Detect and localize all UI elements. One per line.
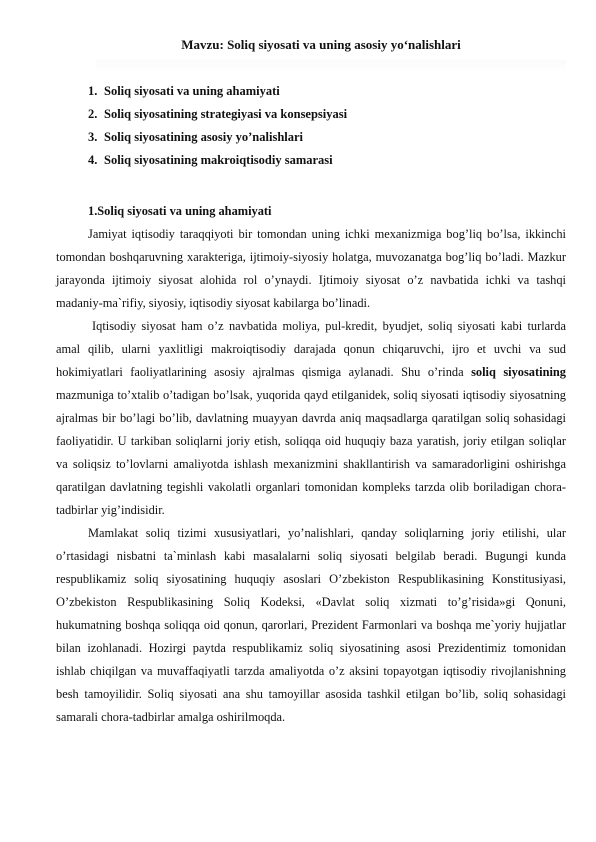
topic-item — [88, 80, 347, 103]
paragraph: Mamlakat soliq tizimi xususiyatlari, yo’nalishlari, qanday soliqlarning joriy etilishi, ular o’rtasidagi nisbatni ta`minlash kabi masalalarni soliq siyosati belgilab beradi. Bugungi kunda respublikamiz soliq siyosatining huquqiy asoslari O’zbekiston Respublikasining Konstitusiyasi, O’zbekiston Respublikasining Soliq Kodeksi, «Davlat soliq xizmati to’g’risida»gi Qonuni, hukumatning boshqa soliqqa oid qonun, qarorlari, Prezident Farmonlari va boshqa me`yoriy hujjatlar bilan izohlanadi. Hozirgi paytda respublikamiz soliq siyosatining asosi Prezidentimiz tomonidan ishlab chiqilgan va muvaffaqiyatli tarzda amaliyotda o’z aksini topayotgan iqtisodiy rivojlanishning besh tamoyilidir. Soliq siyosati ana shu tamoyillar asosida tashkil etilgan bo’lib, soliq sohasidagi samarali chora-tadbirlar amalga oshirilmoqda. — [56, 526, 566, 724]
topic-number: 3. — [88, 130, 98, 144]
document-body — [56, 200, 566, 729]
topic-item — [88, 103, 347, 126]
topic-item — [88, 126, 347, 149]
bold-term: soliq siyosatining — [471, 365, 566, 379]
topic-list — [88, 80, 347, 172]
topic-number: 1. — [88, 84, 98, 98]
paragraph — [56, 315, 566, 522]
topic-text: Soliq siyosatining strategiyasi va konsepsiyasi — [104, 107, 348, 121]
topic-item — [88, 149, 347, 172]
topic-text: Soliq siyosatining asosiy yo’nalishlari — [104, 130, 304, 144]
section-heading: 1.Soliq siyosati va uning ahamiyati — [88, 204, 272, 218]
topic-text: Soliq siyosatining makroiqtisodiy samarasi — [104, 153, 333, 167]
document-title: Mavzu: Soliq siyosati va uning asosiy yo‘nalishlari — [181, 37, 461, 52]
topic-text: Soliq siyosati va uning ahamiyati — [104, 84, 280, 98]
title-underline-shade — [96, 60, 566, 72]
paragraph-text: Iqtisodiy siyosat ham o’z navbatida moliya, pul-kredit, byudjet, soliq siyosati kabi turlarda amal qilib, ularni yaxlitligi makroiqtisodiy darajada qonun chiqaruvchi, ijro et uvchi va sud hokimiyatlari faoliyatlarining asosiy ajralmas qismiga aylanadi. Shu o’rinda — [56, 319, 566, 379]
paragraph: Jamiyat iqtisodiy taraqqiyoti bir tomondan uning ichki mexanizmiga bog’liq bo’lsa, ikkinchi tomondan boshqaruvning xarakteriga, ijtimoiy-siyosiy holatga, muvozanatga bog’liq bo’ladi. Mazkur jarayonda ijtimoiy siyosat alohida rol o’ynaydi. Ijtimoiy siyosat o’z navbatida ichki va tashqi madaniy-ma`rifiy, siyosiy, iqtisodiy siyosat kabilarga bo’linadi. — [56, 227, 566, 310]
paragraph-text: mazmuniga to’xtalib o’tadigan bo’lsak, yuqorida qayd etilganidek, soliq siyosati iqtisodiy siyosatning ajralmas bir bo’lagi bo’lib, davlatning muayyan davrda aniq maqsadlarga qaratilgan soliq sohasidagi faoliyatidir. U tarkiban soliqlarni joriy etish, soliqqa oid huquqiy baza yaratish, joriy etilgan soliqlar va soliqsiz to’lovlarni amaliyotda ishlash mexanizmini shakllantirish va samaradorligini oshirishga qaratilgan davlatning tegishli vakolatli organlari tomonidan kompleks tarzda olib boriladigan chora-tadbirlar yig’indisidir. — [56, 388, 566, 517]
topic-number: 2. — [88, 107, 98, 121]
topic-number: 4. — [88, 153, 98, 167]
